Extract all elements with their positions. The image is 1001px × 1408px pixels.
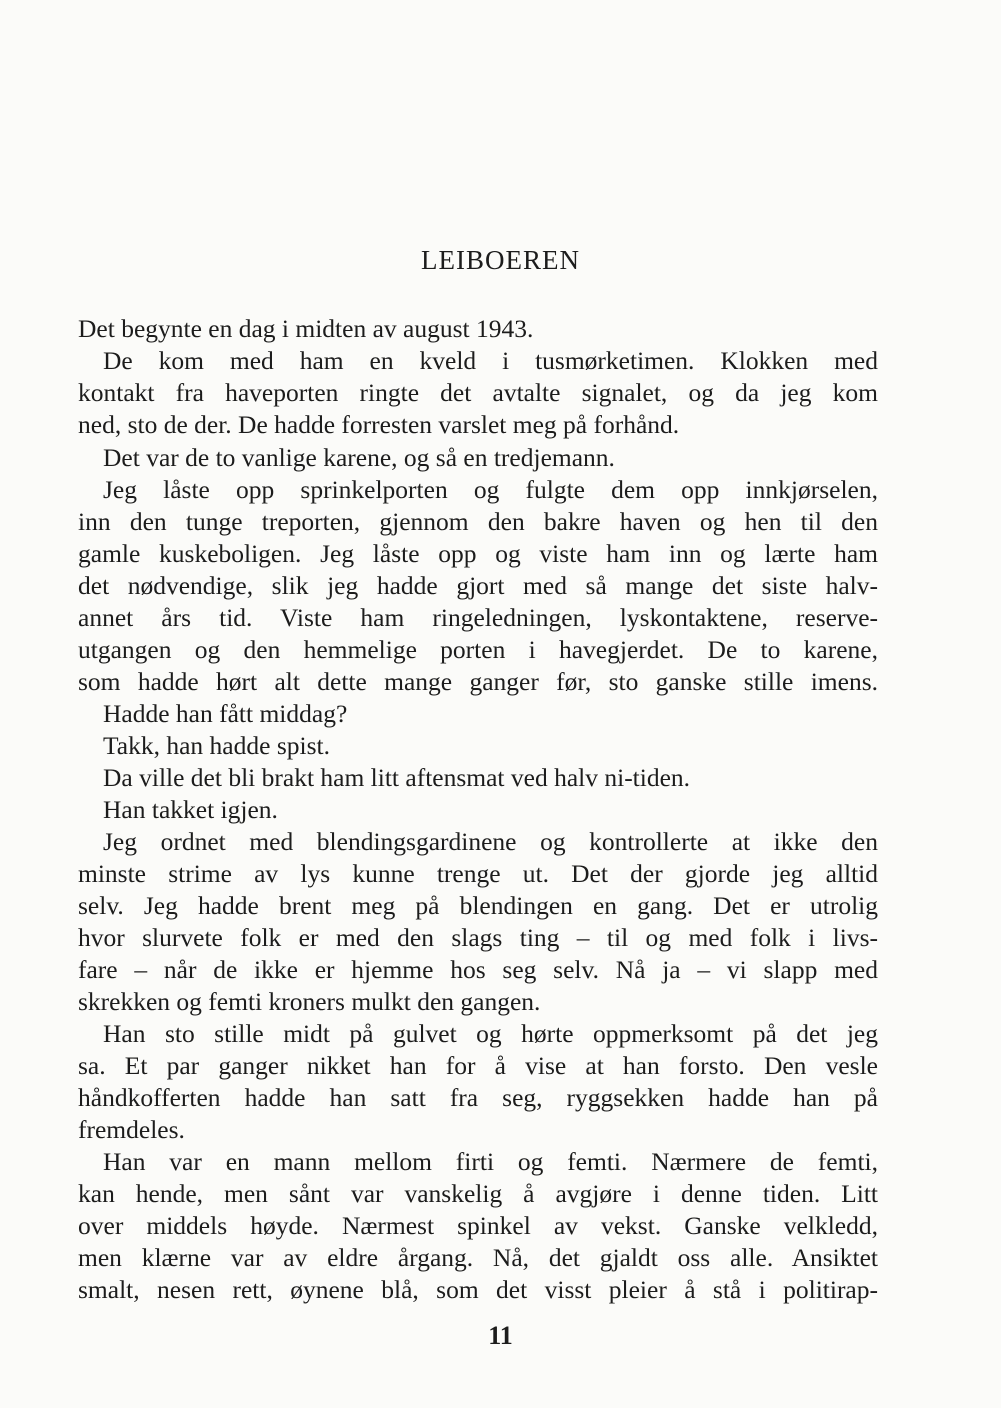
text-line: minste strime av lys kunne trenge ut. Det der gjorde jeg alltid: [78, 859, 878, 888]
text-line: fremdeles.: [78, 1115, 185, 1144]
text-line: Det begynte en dag i midten av august 1943.: [78, 314, 534, 343]
text-line: men klærne var av eldre årgang. Nå, det gjaldt oss alle. Ansiktet: [78, 1243, 878, 1272]
text-line: annet års tid. Viste ham ringeledningen, lyskontaktene, reserve-: [78, 603, 878, 632]
text-line: over middels høyde. Nærmest spinkel av vekst. Ganske velkledd,: [78, 1211, 878, 1240]
chapter-title: LEIBOEREN: [421, 245, 580, 275]
text-line: skrekken og femti kroners mulkt den gangen.: [78, 987, 541, 1016]
text-line: utgangen og den hemmelige porten i havegjerdet. De to karene,: [78, 635, 878, 664]
text-line: kontakt fra haveporten ringte det avtalte signalet, og da jeg kom: [78, 378, 878, 407]
text-line: Hadde han fått middag?: [103, 699, 348, 728]
text-line: det nødvendige, slik jeg hadde gjort med så mange det siste halv-: [78, 571, 878, 600]
text-line: Han takket igjen.: [103, 795, 278, 824]
text-line: smalt, nesen rett, øynene blå, som det visst pleier å stå i politirap-: [78, 1275, 878, 1304]
text-line: Jeg låste opp sprinkelporten og fulgte dem opp innkjørselen,: [103, 475, 878, 504]
text-line: Han sto stille midt på gulvet og hørte oppmerksomt på det jeg: [103, 1019, 878, 1048]
text-line: som hadde hørt alt dette mange ganger før, sto ganske stille imens.: [78, 667, 878, 696]
text-line: ned, sto de der. De hadde forresten varslet meg på forhånd.: [78, 410, 680, 439]
text-line: gamle kuskeboligen. Jeg låste opp og viste ham inn og lærte ham: [78, 539, 878, 568]
text-line: kan hende, men sånt var vanskelig å avgjøre i denne tiden. Litt: [78, 1179, 878, 1208]
text-line: fare – når de ikke er hjemme hos seg selv. Nå ja – vi slapp med: [78, 955, 878, 984]
text-line: inn den tunge treporten, gjennom den bakre haven og hen til den: [78, 507, 878, 536]
text-line: sa. Et par ganger nikket han for å vise at han forsto. Den vesle: [78, 1051, 878, 1080]
text-line: håndkofferten hadde han satt fra seg, ryggsekken hadde han på: [78, 1083, 878, 1112]
text-line: De kom med ham en kveld i tusmørketimen. Klokken med: [103, 346, 878, 375]
text-line: hvor slurvete folk er med den slags ting – til og med folk i livs-: [78, 923, 878, 952]
text-line: Det var de to vanlige karene, og så en tredjemann.: [103, 443, 615, 472]
text-line: Jeg ordnet med blendingsgardinene og kontrollerte at ikke den: [103, 827, 878, 856]
text-line: selv. Jeg hadde brent meg på blendingen en gang. Det er utrolig: [78, 891, 878, 920]
text-line: Han var en mann mellom firti og femti. Nærmere de femti,: [103, 1147, 878, 1176]
page-number: 11: [488, 1321, 513, 1350]
text-line: Takk, han hadde spist.: [103, 731, 330, 760]
text-line: Da ville det bli brakt ham litt aftensmat ved halv ni-tiden.: [103, 763, 691, 792]
